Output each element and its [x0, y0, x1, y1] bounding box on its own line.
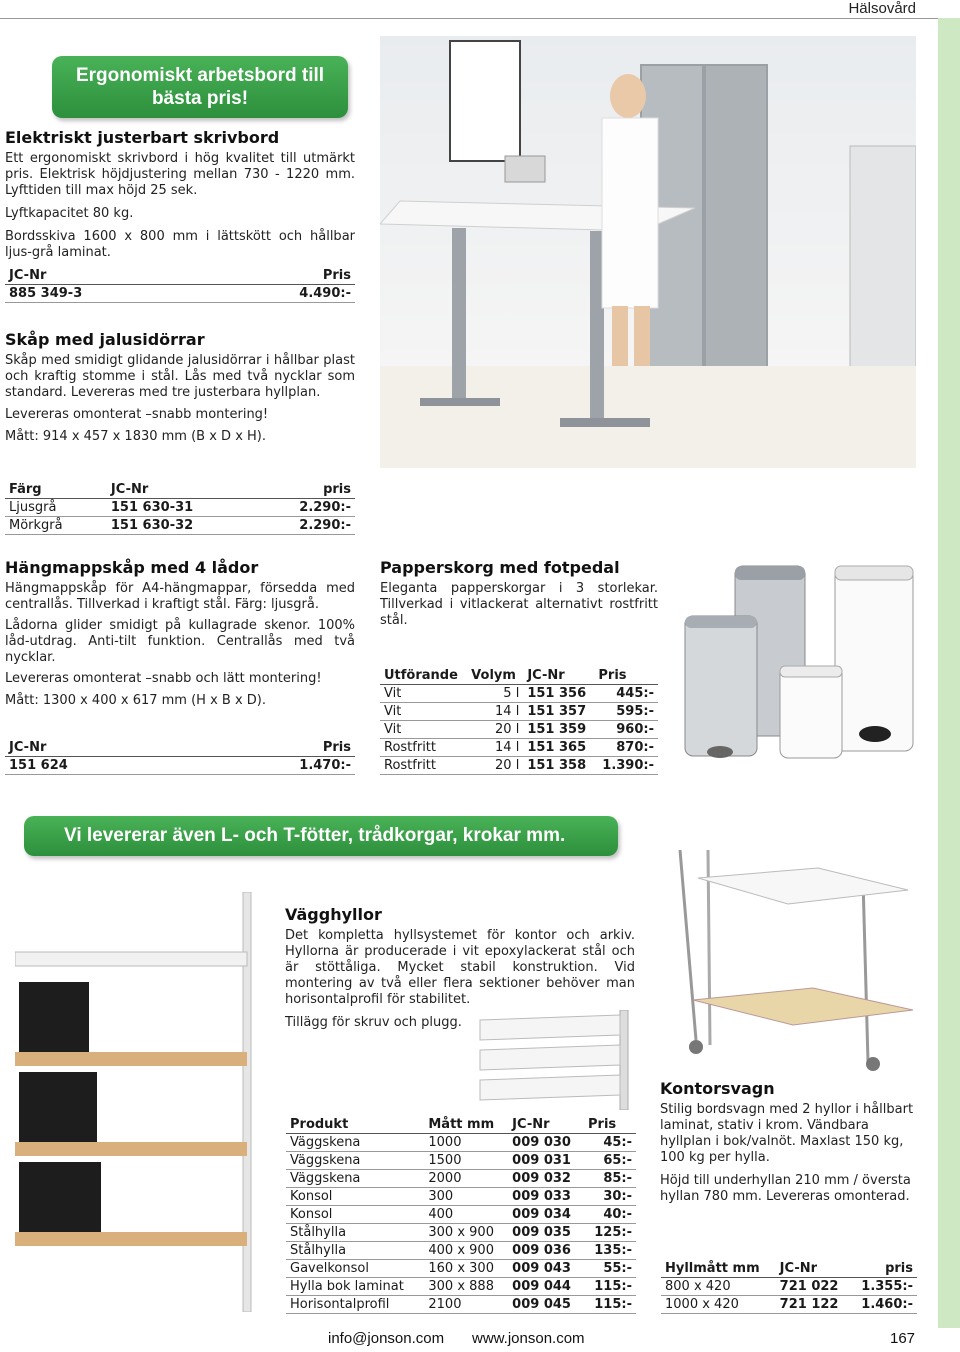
- table-cell: 870:-: [594, 739, 658, 757]
- table-cell: Väggskena: [286, 1152, 424, 1170]
- table-cell: Stålhylla: [286, 1242, 424, 1260]
- table-cell: 1.390:-: [594, 757, 658, 775]
- table-cell: Vit: [380, 685, 467, 703]
- col-header: Hyllmått mm: [661, 1260, 776, 1278]
- col-header: Pris: [584, 1116, 636, 1134]
- trolley-price-table: [661, 1260, 917, 1314]
- table-cell: 151 365: [523, 739, 594, 757]
- table-row: [286, 1260, 636, 1278]
- col-header: JC-Nr: [776, 1260, 851, 1278]
- table-cell: 595:-: [594, 703, 658, 721]
- col-header: Pris: [594, 667, 658, 685]
- trolley-desc-1: Stilig bordsvagn med 2 hyllor i hållbart laminat, stativ i krom. Vändbara hyllplan i bok/valnöt. Maxlast 150 kg, 100 kg per hylla.: [660, 1102, 914, 1165]
- table-row: [380, 685, 658, 703]
- hanging-desc-2: Lådorna glider smidigt på kullagrade skenor. 100% låd-utdrag. Anti-tilt funktion. Centrallås med två nycklar.: [5, 618, 355, 665]
- footer-website[interactable]: www.jonson.com: [472, 1330, 585, 1347]
- shelves-title: Vägghyllor: [285, 905, 382, 924]
- footer-email[interactable]: info@jonson.com: [328, 1330, 445, 1347]
- trolley-illustration: [668, 840, 918, 1072]
- table-cell: 009 035: [508, 1224, 584, 1242]
- hanging-price-table: [5, 739, 355, 775]
- col-header: Pris: [207, 267, 355, 285]
- table-cell: 151 358: [523, 757, 594, 775]
- table-cell: 125:-: [584, 1224, 636, 1242]
- table-cell: Mörkgrå: [5, 517, 107, 535]
- table-cell: 800 x 420: [661, 1278, 776, 1296]
- col-header: pris: [256, 481, 355, 499]
- header-rule: [0, 18, 960, 19]
- table-cell: 009 043: [508, 1260, 584, 1278]
- table-cell: 009 036: [508, 1242, 584, 1260]
- office-photo: [380, 36, 916, 468]
- table-row: [286, 1152, 636, 1170]
- shelves-photo: [15, 892, 255, 1312]
- cabinet-desc-1: Skåp med smidigt glidande jalusidörrar i hållbar plast och kraftig stomme i stål. Lås med två nycklar som standard. Levereras med tre justerbara hyllplan.: [5, 353, 355, 400]
- table-cell: Ljusgrå: [5, 499, 107, 517]
- table-cell: 45:-: [584, 1134, 636, 1152]
- table-cell: 151 630-32: [107, 517, 256, 535]
- table-cell: 65:-: [584, 1152, 636, 1170]
- col-header: Mått mm: [424, 1116, 508, 1134]
- banner-top-line1: Ergonomiskt arbetsbord till: [75, 65, 325, 86]
- table-row: [380, 757, 658, 775]
- table-cell: 115:-: [584, 1278, 636, 1296]
- office-illustration: [380, 36, 916, 468]
- bin-price-table: [380, 667, 658, 775]
- hanging-title: Hängmappskåp med 4 lådor: [5, 558, 259, 577]
- trolley-title: Kontorsvagn: [660, 1079, 775, 1098]
- table-row: [380, 721, 658, 739]
- table-cell: 85:-: [584, 1170, 636, 1188]
- col-header: Utförande: [380, 667, 467, 685]
- col-header: JC-Nr: [5, 739, 190, 757]
- col-header: Pris: [190, 739, 355, 757]
- table-cell: Rostfritt: [380, 757, 467, 775]
- col-header: Volym: [467, 667, 523, 685]
- table-row: [380, 739, 658, 757]
- shelves-desc-1: Det kompletta hyllsystemet för kontor och arkiv. Hyllorna är producerade i vit epoxylackerat stål och är stöttåliga. Mycket stabil konstruktion. Vid montering av två eller flera sektioner behöver man horisontalprofil för stabilitet.: [285, 928, 635, 1007]
- table-cell: 300 x 888: [424, 1278, 508, 1296]
- trolley-photo: [668, 840, 918, 1072]
- table-cell: 5 l: [467, 685, 523, 703]
- table-cell: 2.290:-: [256, 517, 355, 535]
- table-cell: 721 022: [776, 1278, 851, 1296]
- table-cell: 151 630-31: [107, 499, 256, 517]
- desk-title: Elektriskt justerbart skrivbord: [5, 128, 280, 147]
- table-cell: 960:-: [594, 721, 658, 739]
- table-row: [661, 1278, 917, 1296]
- hanging-desc-1: Hängmappskåp för A4-hängmappar, försedda med centrallås. Tillverkad i kraftigt stål. Färg: ljusgrå.: [5, 581, 355, 612]
- table-cell: 20 l: [467, 757, 523, 775]
- table-cell: 1000 x 420: [661, 1296, 776, 1314]
- table-cell: 1.470:-: [190, 757, 355, 775]
- table-cell: 445:-: [594, 685, 658, 703]
- desk-desc-2: Lyftkapacitet 80 kg.: [5, 206, 134, 221]
- table-cell: 009 031: [508, 1152, 584, 1170]
- shelves-price-table: [286, 1116, 636, 1314]
- table-cell: 30:-: [584, 1188, 636, 1206]
- table-cell: 009 032: [508, 1170, 584, 1188]
- desk-section: [5, 128, 355, 303]
- table-cell: 009 034: [508, 1206, 584, 1224]
- bin-title: Papperskorg med fotpedal: [380, 558, 620, 577]
- table-cell: 20 l: [467, 721, 523, 739]
- cabinet-desc-3: Mått: 914 x 457 x 1830 mm (B x D x H).: [5, 429, 267, 444]
- desk-price-table: [5, 267, 355, 303]
- table-cell: 135:-: [584, 1242, 636, 1260]
- hanging-section: [5, 558, 355, 709]
- shelf-detail-illustration: [470, 1010, 640, 1110]
- table-row: [661, 1296, 917, 1314]
- bins-illustration: [680, 556, 916, 766]
- table-row: [286, 1134, 636, 1152]
- table-cell: 721 122: [776, 1296, 851, 1314]
- table-cell: 400 x 900: [424, 1242, 508, 1260]
- banner-top-line2: bästa pris!: [151, 88, 249, 109]
- table-cell: 009 044: [508, 1278, 584, 1296]
- table-cell: 009 030: [508, 1134, 584, 1152]
- table-row: [286, 1278, 636, 1296]
- table-row: [380, 703, 658, 721]
- table-cell: 009 045: [508, 1296, 584, 1314]
- col-header: JC-Nr: [107, 481, 256, 499]
- banner-mid-text: Vi levererar även L- och T-fötter, trådkorgar, krokar mm.: [64, 825, 566, 846]
- col-header: pris: [850, 1260, 917, 1278]
- table-cell: Horisontalprofil: [286, 1296, 424, 1314]
- table-cell: 151 357: [523, 703, 594, 721]
- table-cell: 2.290:-: [256, 499, 355, 517]
- trolley-section: [660, 1079, 916, 1205]
- table-cell: 1000: [424, 1134, 508, 1152]
- table-cell: 55:-: [584, 1260, 636, 1278]
- table-cell: Vit: [380, 703, 467, 721]
- table-row: [286, 1188, 636, 1206]
- table-cell: 14 l: [467, 703, 523, 721]
- col-header: JC-Nr: [5, 267, 207, 285]
- section-title: Hälsovård: [848, 0, 916, 17]
- table-cell: 400: [424, 1206, 508, 1224]
- bin-desc: Eleganta papperskorgar i 3 storlekar. Tillverkad i vitlackerat alternativt rostfritt stål.: [380, 581, 658, 628]
- table-cell: 009 033: [508, 1188, 584, 1206]
- table-cell: 2100: [424, 1296, 508, 1314]
- trolley-desc-2: Höjd till underhyllan 210 mm / översta hyllan 780 mm. Levereras omonterad.: [660, 1173, 911, 1204]
- bin-section: [380, 558, 658, 629]
- table-cell: Konsol: [286, 1188, 424, 1206]
- table-cell: Väggskena: [286, 1134, 424, 1152]
- table-cell: Vit: [380, 721, 467, 739]
- col-header: Färg: [5, 481, 107, 499]
- table-row: [5, 499, 355, 517]
- table-cell: Konsol: [286, 1206, 424, 1224]
- banner-top: [52, 56, 348, 118]
- shelf-detail-photo: [470, 1010, 640, 1110]
- cabinet-section: [5, 330, 355, 445]
- table-cell: 14 l: [467, 739, 523, 757]
- shelves-illustration: [15, 892, 255, 1312]
- table-cell: Gavelkonsol: [286, 1260, 424, 1278]
- table-cell: 151 624: [5, 757, 190, 775]
- table-cell: 1500: [424, 1152, 508, 1170]
- table-cell: 160 x 300: [424, 1260, 508, 1278]
- table-cell: Stålhylla: [286, 1224, 424, 1242]
- table-cell: 40:-: [584, 1206, 636, 1224]
- hanging-desc-4: Mått: 1300 x 400 x 617 mm (H x B x D).: [5, 693, 267, 708]
- table-row: [286, 1170, 636, 1188]
- cabinet-price-table: [5, 481, 355, 535]
- desk-desc-3: Bordsskiva 1600 x 800 mm i lättskött och hållbar ljus-grå laminat.: [5, 229, 355, 260]
- table-cell: 300 x 900: [424, 1224, 508, 1242]
- table-row: [286, 1242, 636, 1260]
- table-cell: 151 356: [523, 685, 594, 703]
- table-cell: Väggskena: [286, 1170, 424, 1188]
- table-row: [286, 1224, 636, 1242]
- cabinet-title: Skåp med jalusidörrar: [5, 330, 205, 349]
- shelves-desc-2: Tillägg för skruv och plugg.: [285, 1015, 462, 1030]
- table-cell: 2000: [424, 1170, 508, 1188]
- table-cell: 1.460:-: [850, 1296, 917, 1314]
- hanging-desc-3: Levereras omonterat –snabb och lätt montering!: [5, 671, 322, 686]
- table-cell: 300: [424, 1188, 508, 1206]
- desk-desc-1: Ett ergonomiskt skrivbord i hög kvalitet till utmärkt pris. Elektrisk höjdjustering mellan 730 - 1220 mm. Lyfttiden till max höjd 25 sek.: [5, 151, 355, 198]
- bins-photo: [680, 556, 916, 766]
- table-cell: Hylla bok laminat: [286, 1278, 424, 1296]
- col-header: JC-Nr: [508, 1116, 584, 1134]
- page-number: 167: [890, 1330, 916, 1347]
- table-cell: 4.490:-: [207, 285, 355, 303]
- table-cell: 115:-: [584, 1296, 636, 1314]
- side-color-bar: [938, 18, 960, 1328]
- cabinet-desc-2: Levereras omonterat –snabb montering!: [5, 407, 269, 422]
- banner-mid: [24, 816, 618, 856]
- table-cell: 151 359: [523, 721, 594, 739]
- table-row: [286, 1206, 636, 1224]
- table-cell: Rostfritt: [380, 739, 467, 757]
- table-row: [5, 517, 355, 535]
- col-header: JC-Nr: [523, 667, 594, 685]
- table-cell: 885 349-3: [5, 285, 207, 303]
- table-cell: 1.355:-: [850, 1278, 917, 1296]
- table-row: [286, 1296, 636, 1314]
- col-header: Produkt: [286, 1116, 424, 1134]
